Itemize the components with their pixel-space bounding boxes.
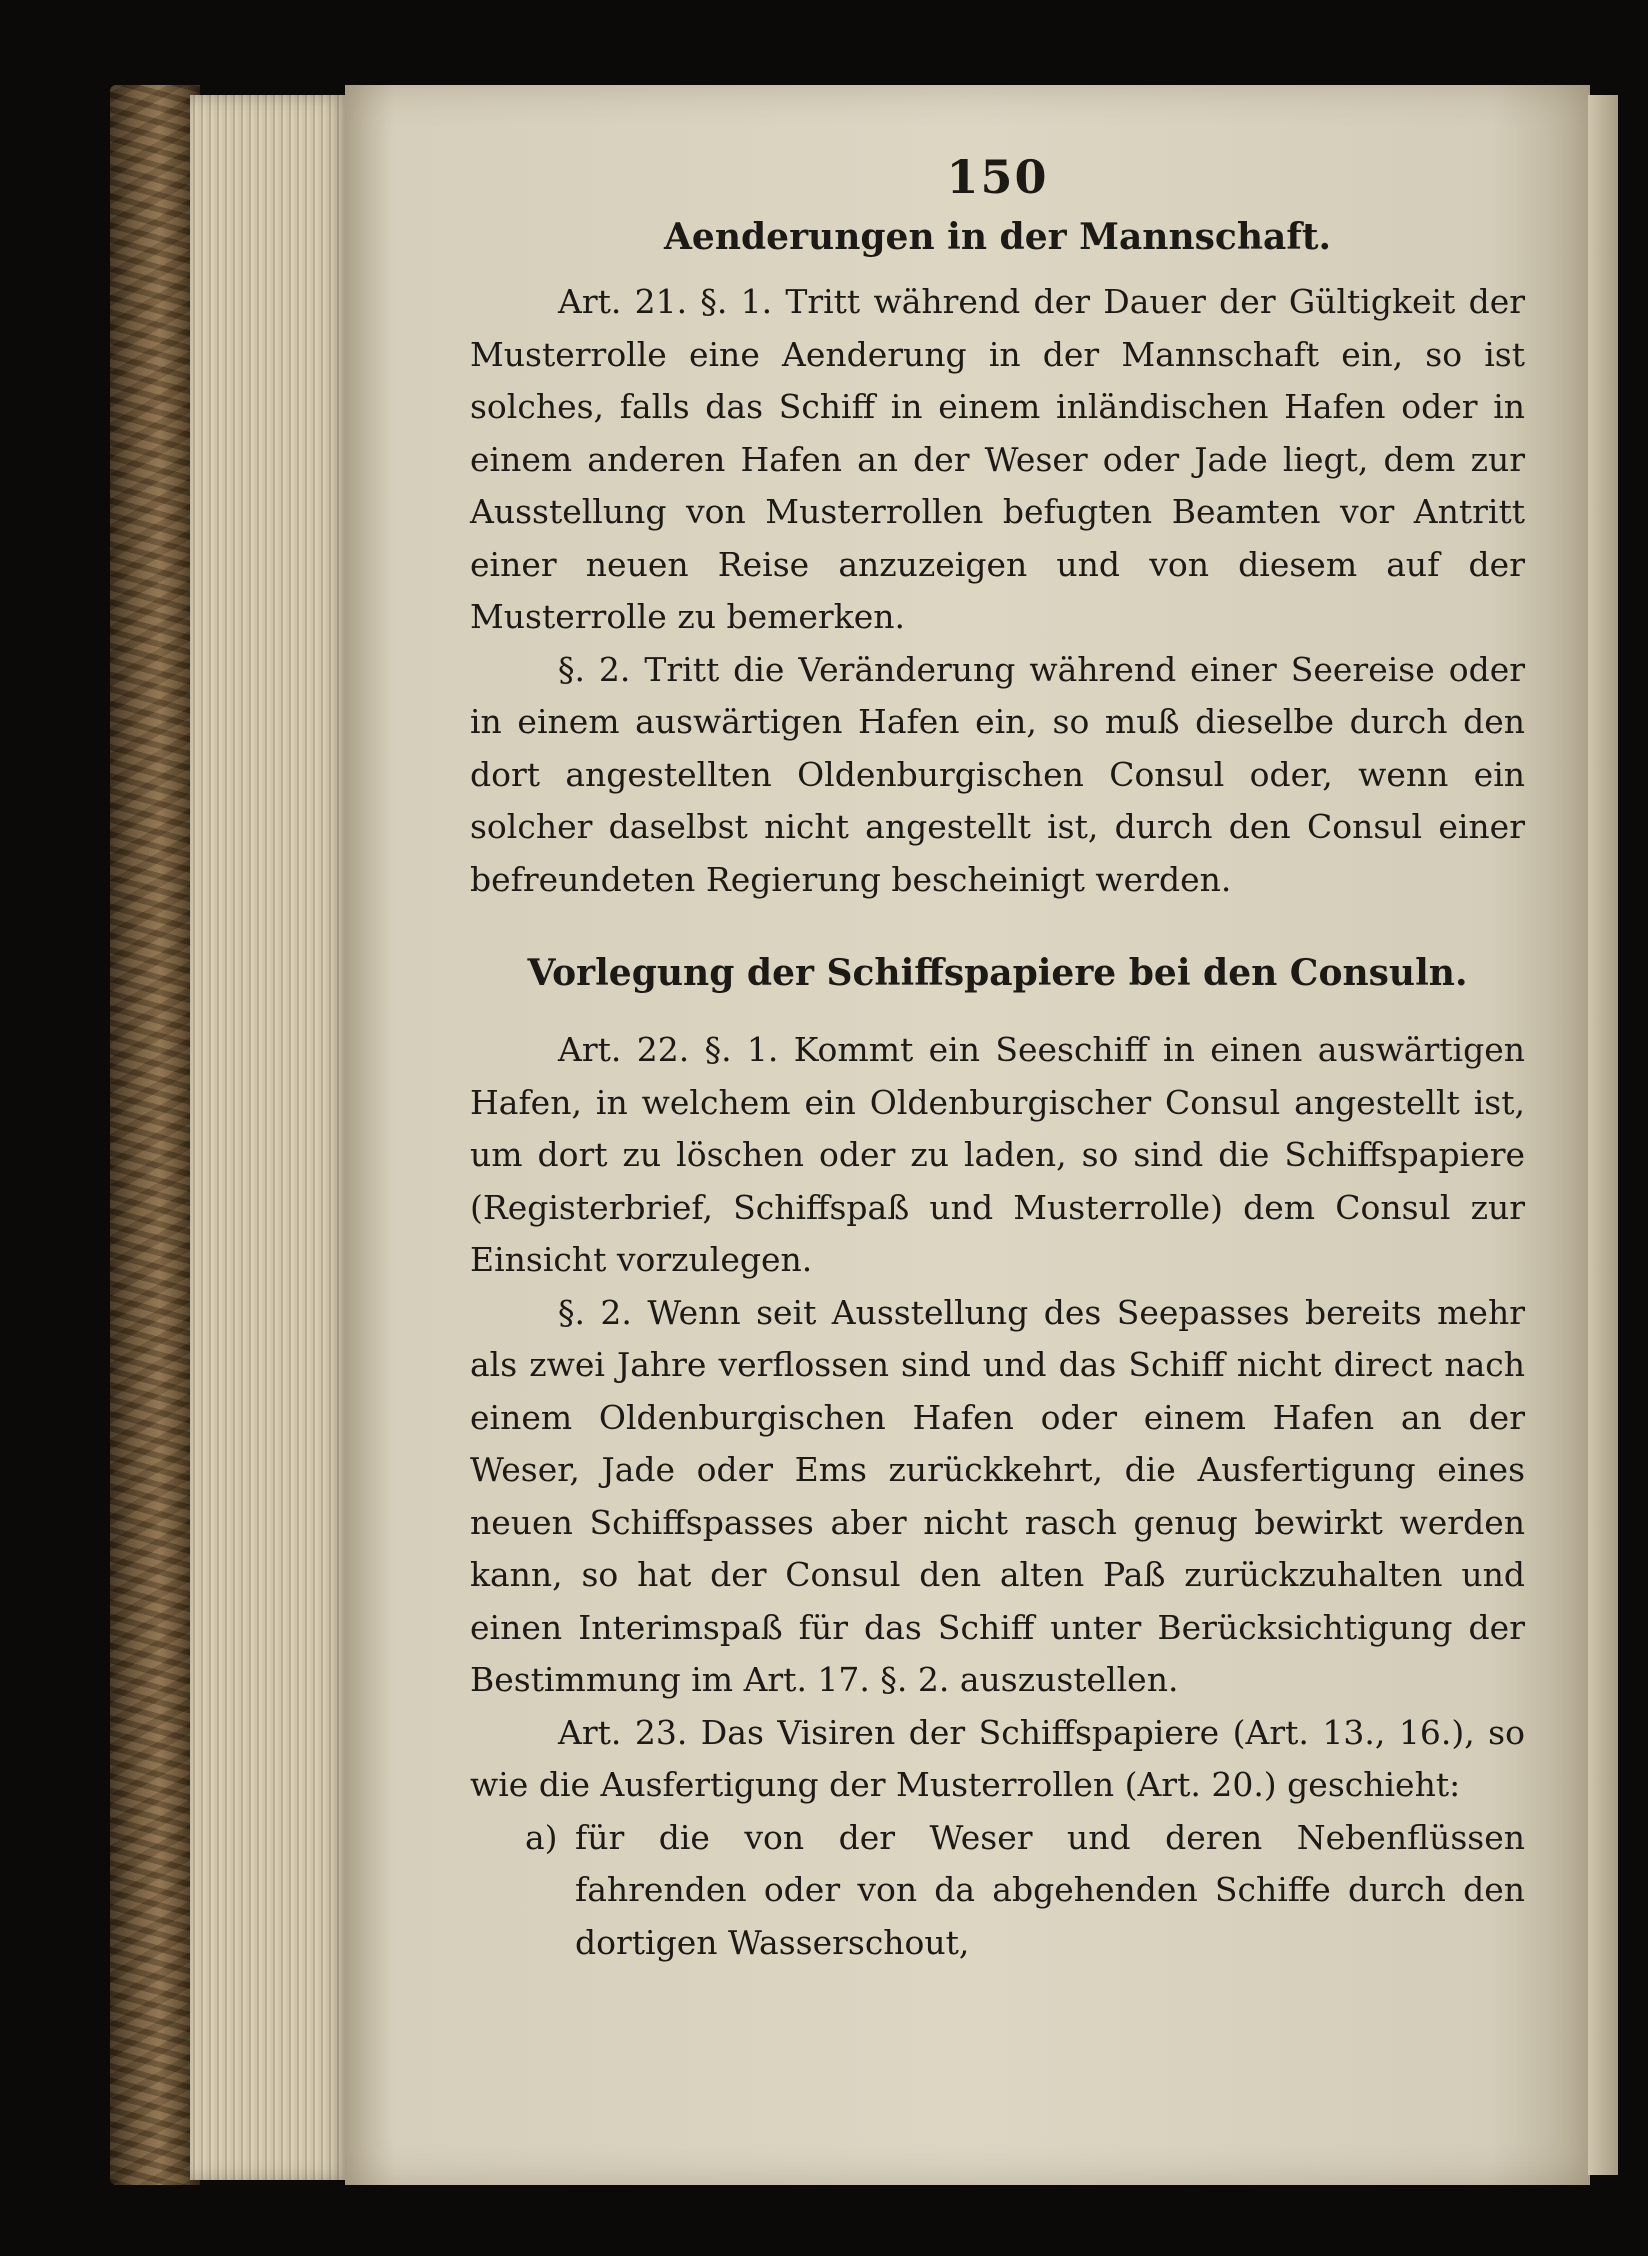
list-item xyxy=(470,1812,1525,1970)
section-heading-crew-changes: Aenderungen in der Mannschaft. xyxy=(663,216,1331,258)
book-cover xyxy=(110,85,200,2185)
paragraph-art21-1: Art. 21. §. 1. Tritt während der Dauer der Gültigkeit der Musterrolle eine Aenderung in der Mannschaft ein, so ist solches, falls das Schiff in einem inländischen Hafen oder in einem anderen Hafen an der Weser oder Jade liegt, dem zur Ausstellung von Musterrollen befugten Beamten vor Antritt einer neuen Reise anzuzeigen und von diesem auf der Musterrolle zu bemerken. xyxy=(470,282,1525,636)
right-page-edge xyxy=(1588,95,1618,2175)
paragraph-art22-2: §. 2. Wenn seit Ausstellung des Seepasses bereits mehr als zwei Jahre verflossen sind und das Schiff nicht direct nach einem Oldenburgischen Hafen oder einem Hafen an der Weser, Jade oder Ems zurückkehrt, die Ausfertigung eines neuen Schiffspasses aber nicht rasch genug bewirkt werden kann, so hat der Consul den alten Paß zurückzuhalten und einen Interimspaß für das Schiff unter Berücksichtigung der Bestimmung im Art. 17. §. 2. auszustellen. xyxy=(470,1292,1525,1699)
list-item-text: für die von der Weser und deren Nebenflüssen fahrenden oder von da abgehenden Schiffe durch den dortigen Wasserschout, xyxy=(575,1817,1525,1962)
page-number: 150 xyxy=(946,150,1049,204)
section-heading-ship-papers: Vorlegung der Schiffspapiere bei den Consuln. xyxy=(527,952,1468,994)
page-content xyxy=(470,150,1525,1969)
paragraph-art21-2: §. 2. Tritt die Veränderung während einer Seereise oder in einem auswärtigen Hafen ein, so muß dieselbe durch den dort angestellten Oldenburgischen Consul oder, wenn ein solcher daselbst nicht angestellt ist, durch den Consul einer befreundeten Regierung bescheinigt werden. xyxy=(470,649,1525,899)
paragraph-art23: Art. 23. Das Visiren der Schiffspapiere (Art. 13., 16.), so wie die Ausfertigung der Musterrollen (Art. 20.) geschieht: xyxy=(470,1712,1525,1804)
page-edges xyxy=(190,95,350,2180)
list-marker: a) xyxy=(525,1817,558,1857)
paragraph-art22-1: Art. 22. §. 1. Kommt ein Seeschiff in einen auswärtigen Hafen, in welchem ein Oldenburgischer Consul angestellt ist, um dort zu löschen oder zu laden, so sind die Schiffspapiere (Registerbrief, Schiffspaß und Musterrolle) dem Consul zur Einsicht vorzulegen. xyxy=(470,1030,1525,1279)
